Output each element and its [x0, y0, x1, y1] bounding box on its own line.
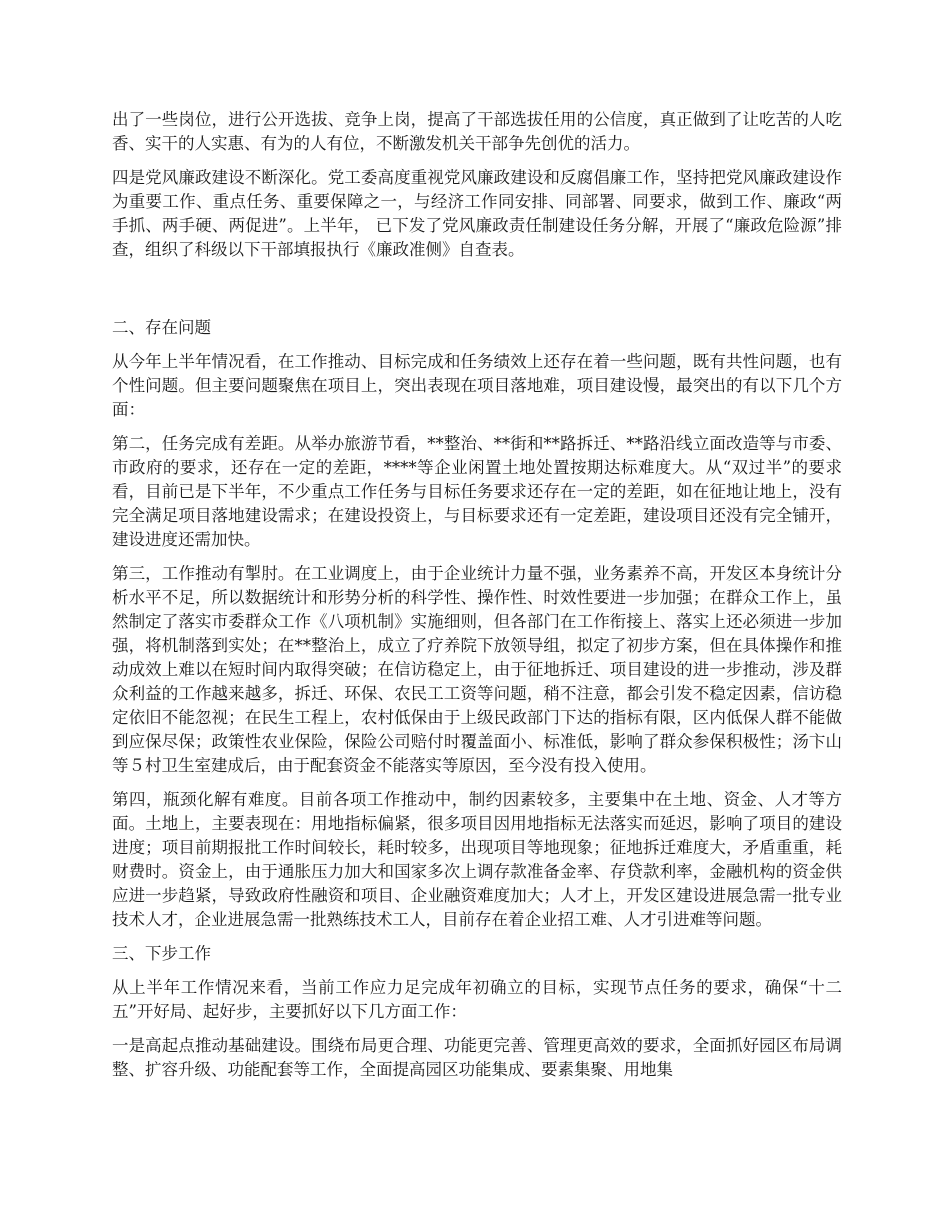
paragraph-work-constraints: 第三，工作推动有掣肘。在工业调度上，由于企业统计力量不强，业务素养不高，开发区本身统计分析水平不足，所以数据统计和形势分析的科学性、操作性、时效性要进一步加强；在群众工作上，虽然制定了落实市委群众工作《八项机制》实施细则，但各部门在工作衔接上、落实上还必须进一步加强，将机制落到实处；在**整治上，成立了疗养院下放领导组，拟定了初步方案，但在具体操作和推动成效上难以在短时间内取得突破；在信访稳定上，由于征地拆迁、项目建设的进一步推动，涉及群众利益的工作越来越多，拆迁、环保、农民工工资等问题，稍不注意，都会引发不稳定因素，信访稳定依旧不能忽视；在民生工程上，农村低保由于上级民政部门下达的指标有限，区内低保人群不能做到应保尽保；政策性农业保险，保险公司赔付时覆盖面小、标准低，影响了群众参保积极性；汤卞山等５村卫生室建成后，由于配套资金不能落实等原因，至今没有投入使用。	[112, 564, 842, 775]
section-heading-problems: 二、存在问题	[112, 318, 211, 337]
paragraph-bottlenecks: 第四，瓶颈化解有难度。目前各项工作推动中，制约因素较多，主要集中在土地、资金、人才等方面。土地上，主要表现在：用地指标偏紧，很多项目因用地指标无法落实而延迟，影响了项目的建设进度；项目前期报批工作时间较长，耗时较多，出现项目等地现象；征地拆迁难度大，矛盾重重，耗财费时。资金上，由于通胀压力加大和国家多次上调存款准备金率、存贷款利率，金融机构的资金供应进一步趋紧，导致政府性融资和项目、企业融资难度加大；人才上，开发区建设进展急需一批专业技术人才，企业进展急需一批熟练技术工人，目前存在着企业招工难、人才引进难等问题。	[112, 790, 842, 929]
paragraph-integrity-building: 四是党风廉政建设不断深化。党工委高度重视党风廉政建设和反腐倡廉工作，坚持把党风廉政建设作为重要工作、重点任务、重要保障之一，与经济工作同安排、同部署、同要求，做到工作、廉政“两手抓、两手硬、两促进”。上半年， 已下发了党风廉政责任制建设任务分解，开展了“廉政危险源”排查，组织了科级以下干部填报执行《廉政准侧》自查表。	[112, 168, 842, 259]
paragraph-cadre-selection: 出了一些岗位，进行公开选拔、竞争上岗，提高了干部选拔任用的公信度，真正做到了让吃苦的人吃香、实干的人实惠、有为的人有位，不断激发机关干部争先创优的活力。	[112, 110, 842, 153]
paragraph-task-gap: 第二，任务完成有差距。从举办旅游节看，**整治、**街和**路拆迁、**路沿线立面改造等与市委、市政府的要求，还存在一定的差距，****等企业闲置土地处置按期达标难度大。从“双过半”的要求看，目前已是下半年，不少重点工作任务与目标任务要求还存在一定的差距，如在征地让地上，没有完全满足项目落地建设需求；在建设投资上，与目标要求还有一定差距，建设项目还没有完全铺开，建设进度还需加快。	[112, 434, 842, 549]
paragraph-next-steps-overview: 从上半年工作情况来看，当前工作应力足完成年初确立的目标，实现节点任务的要求，确保“十二五”开好局、起好步，主要抓好以下几方面工作：	[112, 978, 842, 1021]
paragraph-problems-overview: 从今年上半年情况看，在工作推动、目标完成和任务绩效上还存在着一些问题，既有共性问题，也有个性问题。但主要问题聚焦在项目上，突出表现在项目落地难，项目建设慢，最突出的有以下几个方面：	[112, 352, 842, 419]
section-spacer	[112, 272, 842, 316]
document-page	[112, 108, 842, 1092]
section-heading-next-steps: 三、下步工作	[112, 944, 211, 963]
paragraph-infrastructure: 一是高起点推动基础建设。围绕布局更合理、功能更完善、管理更高效的要求，全面抓好园区布局调整、扩容升级、功能配套等工作，全面提高园区功能集成、要素集聚、用地集	[112, 1036, 842, 1079]
